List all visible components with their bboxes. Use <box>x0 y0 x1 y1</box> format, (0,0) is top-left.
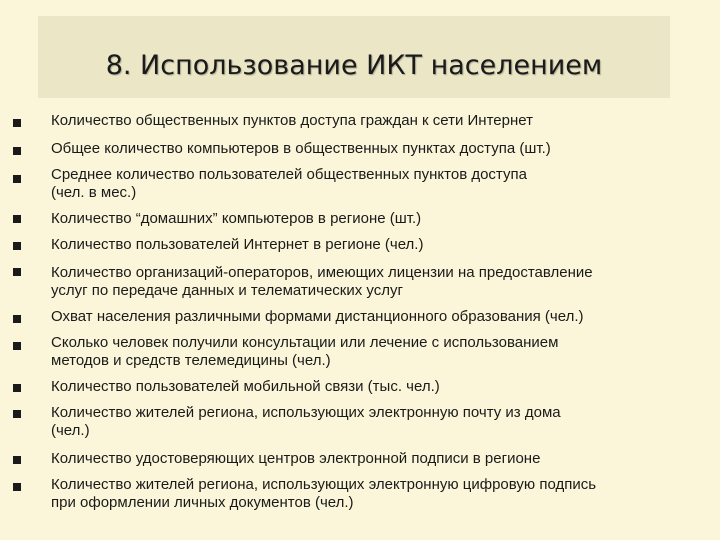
bullet-icon <box>13 384 21 392</box>
bullet-icon <box>13 242 21 250</box>
list-item-text: Среднее количество пользователей общественных пунктов доступа (чел. в мес.) <box>51 166 527 201</box>
list-item-text: Количество удостоверяющих центров электронной подписи в регионе <box>51 450 541 467</box>
bullet-icon <box>13 119 21 127</box>
bullet-icon <box>13 483 21 491</box>
list-item-text: Количество жителей региона, использующих электронную почту из дома (чел.) <box>51 404 561 439</box>
list-item-text: Количество организаций-операторов, имеющих лицензии на предоставление услуг по передаче данных и телематических услуг <box>51 264 593 299</box>
bullet-icon <box>13 268 21 276</box>
bullet-icon <box>13 215 21 223</box>
bullet-icon <box>13 147 21 155</box>
list-item-text: Общее количество компьютеров в общественных пунктах доступа (шт.) <box>51 140 551 157</box>
list-item-text: Охват населения различными формами дистанционного образования (чел.) <box>51 308 584 325</box>
bullet-icon <box>13 410 21 418</box>
list-item-text: Количество жителей региона, использующих электронную цифровую подпись при оформлении личных документов (чел.) <box>51 476 597 511</box>
list-item-text: Количество пользователей мобильной связи (тыс. чел.) <box>51 378 440 395</box>
slide-title: 8. Использование ИКТ населением <box>105 50 603 81</box>
list-item-text: Количество пользователей Интернет в регионе (чел.) <box>51 236 424 253</box>
bullet-icon <box>13 315 21 323</box>
bullet-icon <box>13 456 21 464</box>
list-item-text: Количество “домашних” компьютеров в регионе (шт.) <box>51 210 422 227</box>
list-item-text: Количество общественных пунктов доступа граждан к сети Интернет <box>51 112 533 129</box>
bullet-icon <box>13 175 21 183</box>
bullet-icon <box>13 342 21 350</box>
list-item-text: Сколько человек получили консультации или лечение с использованием методов и средств телемедицины (чел.) <box>51 334 559 369</box>
